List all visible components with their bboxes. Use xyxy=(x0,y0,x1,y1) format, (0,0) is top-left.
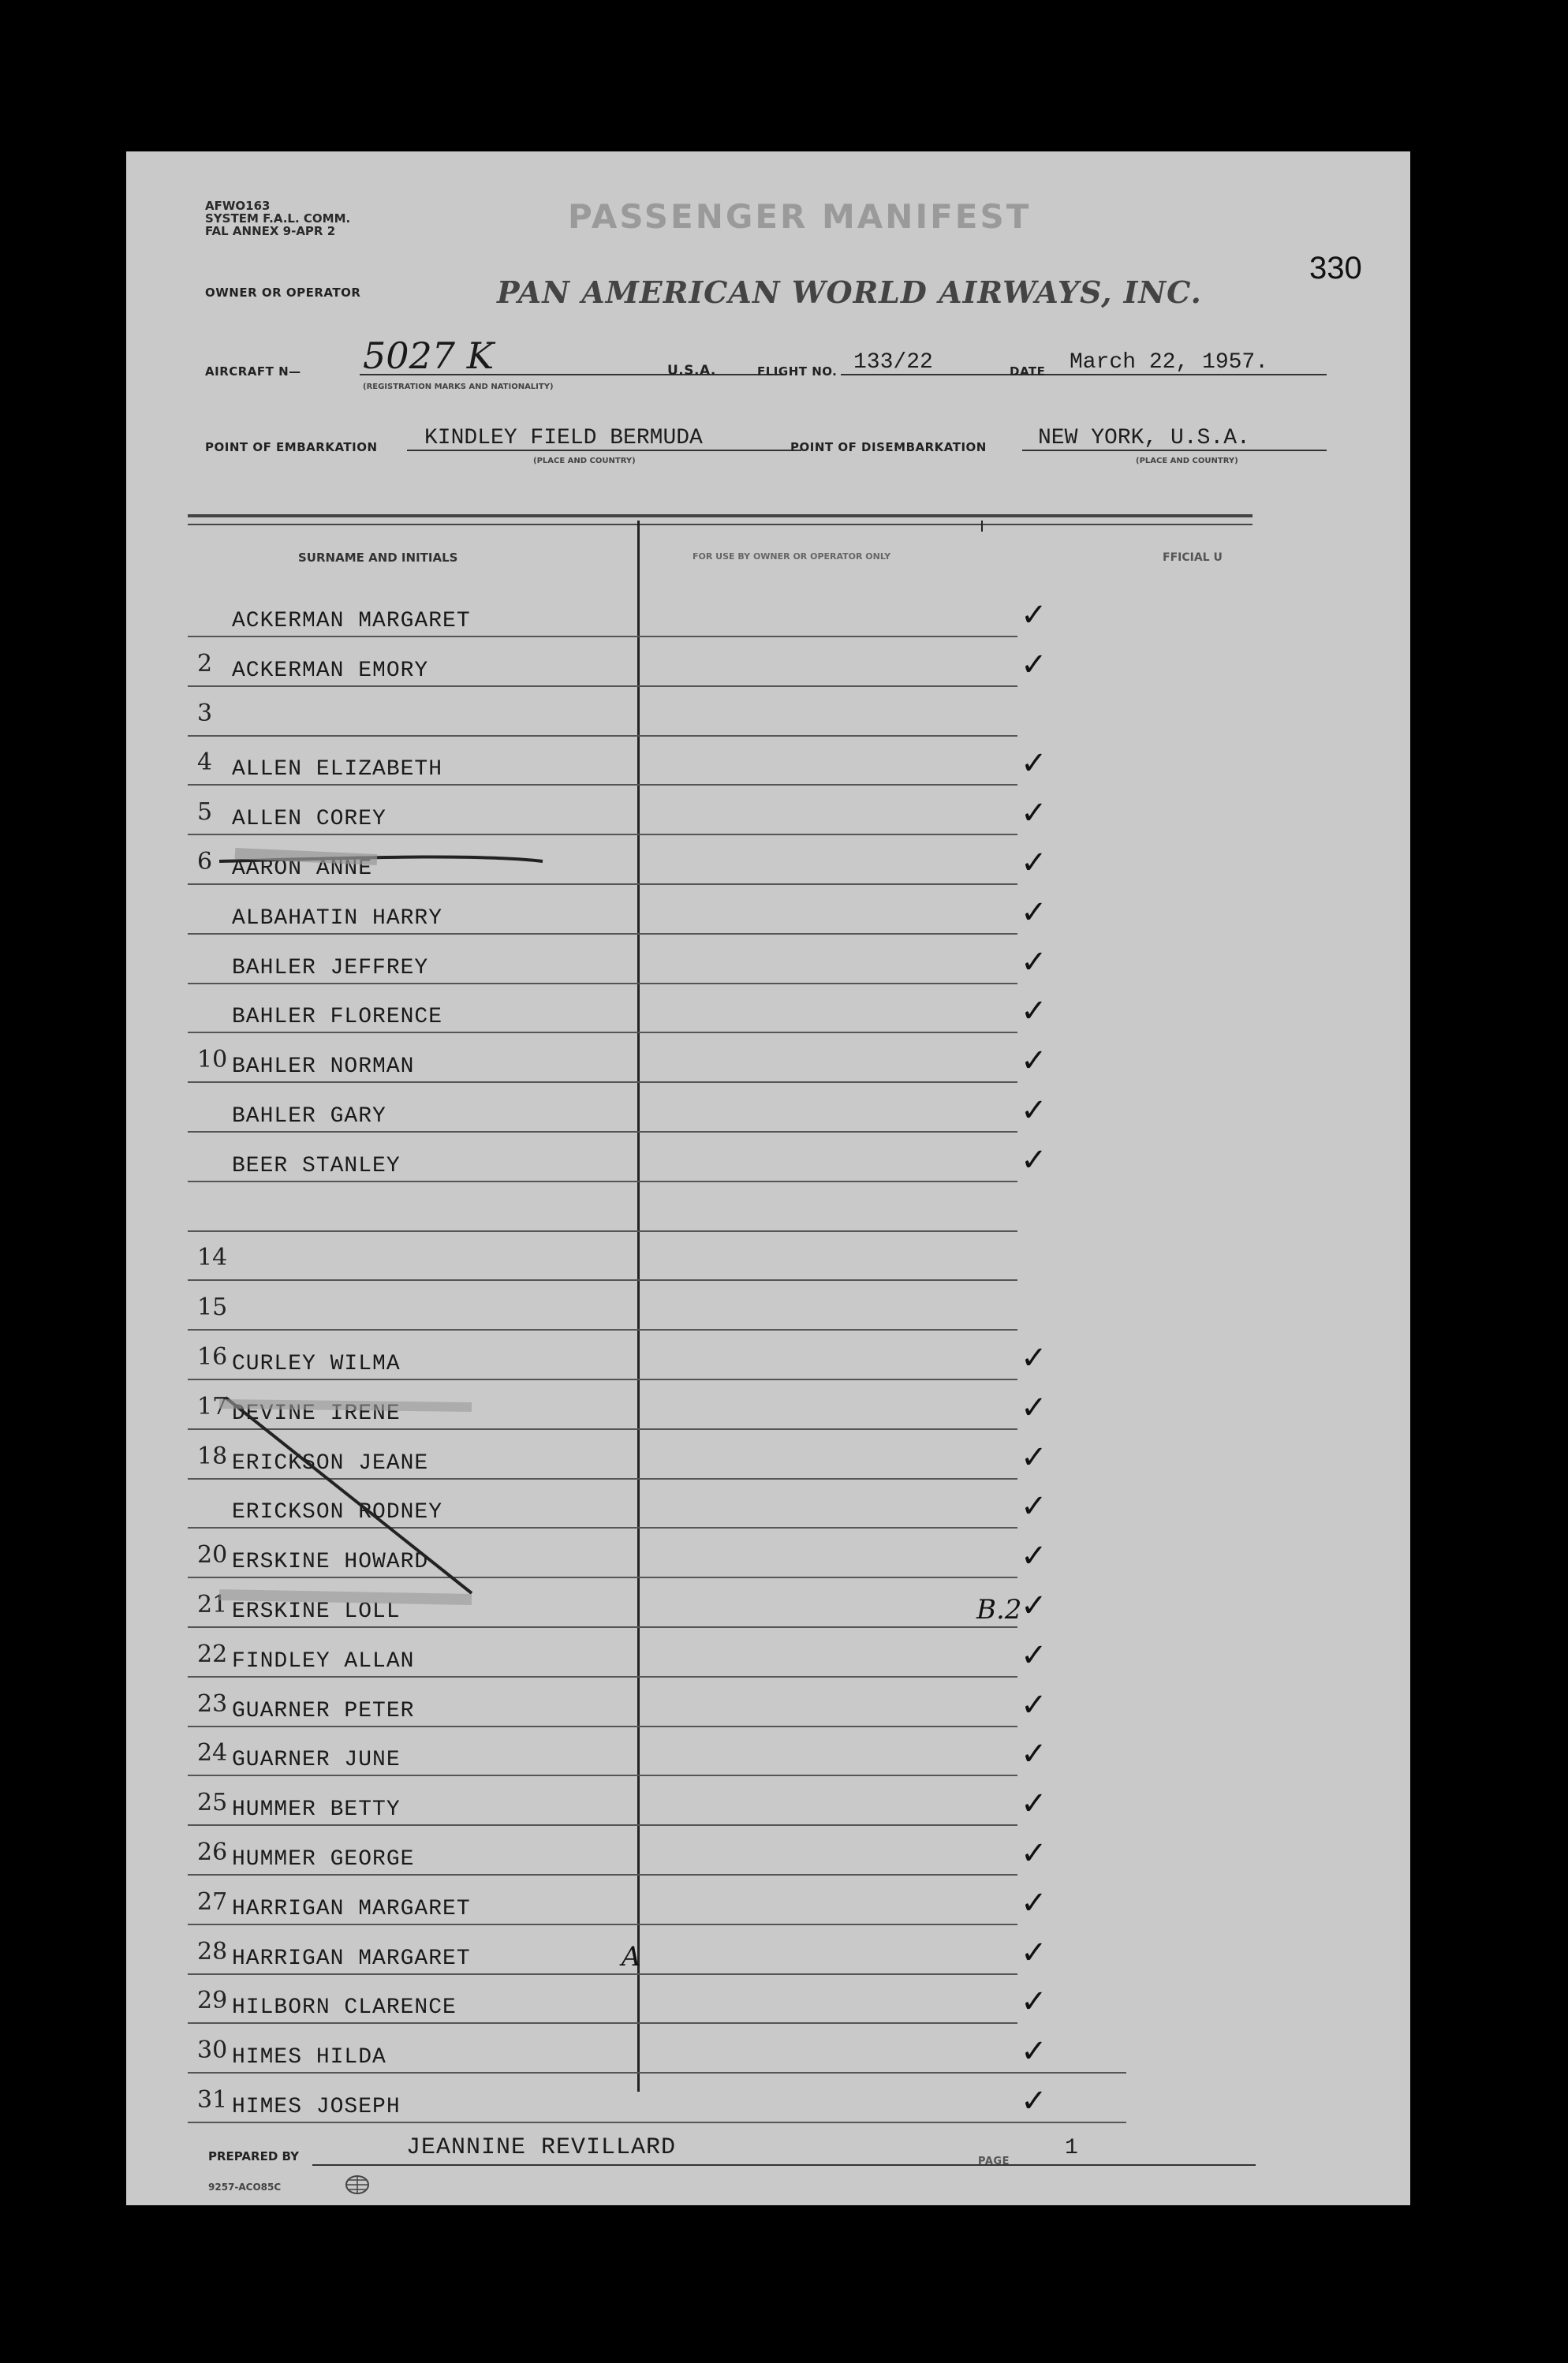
row-number: 14 xyxy=(197,1244,228,1272)
row-number: 6 xyxy=(197,848,213,875)
flight-value: 133/22 xyxy=(853,350,933,375)
check-mark-icon: ✓ xyxy=(1021,943,1047,980)
redaction-smudge xyxy=(219,1595,472,1600)
row-number: 21 xyxy=(197,1591,228,1618)
footer-form-code: 9257-ACO85C xyxy=(208,2182,282,2193)
check-mark-icon: ✓ xyxy=(1021,1488,1047,1525)
row-number: 25 xyxy=(197,1789,228,1817)
prepared-by-line xyxy=(312,2164,1256,2166)
aircraft-label: AIRCRAFT N— xyxy=(205,364,301,379)
owner-label: OWNER OR OPERATOR xyxy=(205,286,361,300)
passenger-name: ALLEN COREY xyxy=(232,807,386,832)
passenger-name: GUARNER JUNE xyxy=(232,1748,401,1773)
row-number: 26 xyxy=(197,1839,228,1866)
passenger-name: ERICKSON JEANE xyxy=(232,1450,429,1476)
globe-logo-icon xyxy=(344,2174,371,2195)
form-code-line: AFWO163 xyxy=(205,199,271,213)
date-label: DATE xyxy=(1010,364,1046,379)
redaction-smudge xyxy=(235,853,377,860)
check-mark-icon: ✓ xyxy=(1021,1043,1047,1080)
row-number: 17 xyxy=(197,1392,228,1420)
passenger-name: BAHLER JEFFREY xyxy=(232,955,429,980)
check-mark-icon: ✓ xyxy=(1021,1736,1047,1773)
check-mark-icon: ✓ xyxy=(1021,1340,1047,1376)
row-number: 18 xyxy=(197,1442,228,1470)
passenger-name: ALLEN ELIZABETH xyxy=(232,757,443,782)
passenger-name: GUARNER PETER xyxy=(232,1698,415,1723)
passenger-name: HARRIGAN MARGARET xyxy=(232,1896,471,1921)
check-mark-icon: ✓ xyxy=(1021,795,1047,832)
passenger-name: FINDLEY ALLAN xyxy=(232,1648,415,1674)
aircraft-note: (REGISTRATION MARKS AND NATIONALITY) xyxy=(363,383,554,391)
check-mark-icon: ✓ xyxy=(1021,1984,1047,2021)
manifest-sheet xyxy=(126,151,1410,2205)
form-code xyxy=(205,200,350,237)
disembark-note: (PLACE AND COUNTRY) xyxy=(1136,457,1238,465)
row-number: 5 xyxy=(197,798,213,827)
passenger-name: HILBORN CLARENCE xyxy=(232,1995,457,2021)
embark-note: (PLACE AND COUNTRY) xyxy=(533,457,636,465)
redaction-slash xyxy=(226,1398,472,1593)
row-number: 22 xyxy=(197,1640,228,1668)
aircraft-value: 5027 K xyxy=(363,334,495,377)
form-code-line: FAL ANNEX 9-APR 2 xyxy=(205,223,336,238)
redaction-smudge xyxy=(219,1404,472,1407)
row-number: 2 xyxy=(197,649,213,678)
row-number: 20 xyxy=(197,1541,228,1570)
passenger-name: BAHLER NORMAN xyxy=(232,1055,415,1080)
passenger-name: DEVINE IRENE xyxy=(232,1401,401,1426)
row-number: 4 xyxy=(197,748,213,777)
passenger-name: ACKERMAN EMORY xyxy=(232,658,429,683)
passenger-name: AARON ANNE xyxy=(232,857,373,881)
row-number: 16 xyxy=(197,1343,228,1371)
passenger-name: ERSKINE HOWARD xyxy=(232,1550,429,1575)
check-mark-icon: ✓ xyxy=(1021,1637,1047,1674)
row-number: 31 xyxy=(197,2086,228,2114)
page-value: 1 xyxy=(1065,2136,1078,2160)
check-mark-icon: ✓ xyxy=(1021,1786,1047,1823)
passenger-name: HARRIGAN MARGARET xyxy=(232,1946,471,1971)
check-mark-icon: ✓ xyxy=(1021,894,1047,931)
row-number: 10 xyxy=(197,1046,228,1074)
row-number: 24 xyxy=(197,1739,228,1768)
check-mark-icon: ✓ xyxy=(1021,1389,1047,1426)
redaction-marks xyxy=(188,514,1260,2092)
check-mark-icon: ✓ xyxy=(1021,993,1047,1030)
row-annotation: B.2 xyxy=(976,1594,1022,1626)
check-mark-icon: ✓ xyxy=(1021,1439,1047,1476)
passenger-name: HIMES JOSEPH xyxy=(232,2095,401,2119)
prepared-by-value: JEANNINE REVILLARD xyxy=(406,2134,677,2161)
row-number: 27 xyxy=(197,1887,228,1916)
passenger-name: ERICKSON RODNEY xyxy=(232,1500,443,1525)
row-number: 29 xyxy=(197,1987,228,2015)
owner-value: PAN AMERICAN WORLD AIRWAYS, INC. xyxy=(497,274,1202,310)
page-label: PAGE xyxy=(978,2156,1010,2167)
passenger-name: BEER STANLEY xyxy=(232,1153,401,1178)
form-code-line: SYSTEM F.A.L. COMM. xyxy=(205,211,351,226)
passenger-name: HIMES HILDA xyxy=(232,2045,386,2070)
disembark-label: POINT OF DISEMBARKATION xyxy=(790,440,987,454)
passenger-name: ERSKINE LOLL xyxy=(232,1600,401,1624)
check-mark-icon: ✓ xyxy=(1021,1538,1047,1575)
check-mark-icon: ✓ xyxy=(1021,845,1047,881)
check-mark-icon: ✓ xyxy=(1021,597,1047,633)
flight-label: FLIGHT NO. xyxy=(757,364,838,379)
archive-page-number: 330 xyxy=(1309,251,1362,286)
usa-label: U.S.A. xyxy=(667,363,716,379)
check-mark-icon: ✓ xyxy=(1021,2083,1047,2119)
passenger-name: ALBAHATIN HARRY xyxy=(232,905,443,931)
check-mark-icon: ✓ xyxy=(1021,646,1047,683)
passenger-name: BAHLER GARY xyxy=(232,1104,386,1129)
check-mark-icon: ✓ xyxy=(1021,1686,1047,1723)
disembark-value: NEW YORK, U.S.A. xyxy=(1038,426,1250,450)
col-owner-use-header: FOR USE BY OWNER OR OPERATOR ONLY xyxy=(693,551,891,562)
passenger-name: BAHLER FLORENCE xyxy=(232,1005,443,1030)
date-value: March 22, 1957. xyxy=(1070,350,1269,375)
prepared-by-label: PREPARED BY xyxy=(208,2149,299,2163)
embark-label: POINT OF EMBARKATION xyxy=(205,440,378,454)
row-number: 3 xyxy=(197,699,213,727)
check-mark-icon: ✓ xyxy=(1021,1141,1047,1178)
embark-value: KINDLEY FIELD BERMUDA xyxy=(424,426,703,450)
check-mark-icon: ✓ xyxy=(1021,1884,1047,1921)
check-mark-icon: ✓ xyxy=(1021,2033,1047,2070)
passenger-name: CURLEY WILMA xyxy=(232,1352,401,1376)
check-mark-icon: ✓ xyxy=(1021,1835,1047,1872)
check-mark-icon: ✓ xyxy=(1021,1092,1047,1129)
row-number: 23 xyxy=(197,1689,228,1718)
row-number: 28 xyxy=(197,1937,228,1965)
manifest-title: PASSENGER MANIFEST xyxy=(568,197,1032,236)
check-mark-icon: ✓ xyxy=(1021,1934,1047,1971)
row-number: 30 xyxy=(197,2036,228,2065)
col-official-header: FFICIAL U xyxy=(1163,551,1223,564)
check-mark-icon: ✓ xyxy=(1021,1588,1047,1624)
row-number: 15 xyxy=(197,1293,228,1322)
passenger-table xyxy=(188,514,1260,2119)
passenger-name: HUMMER GEORGE xyxy=(232,1847,415,1872)
passenger-name: ACKERMAN MARGARET xyxy=(232,609,471,633)
check-mark-icon: ✓ xyxy=(1021,745,1047,782)
row-annotation: A xyxy=(622,1940,641,1973)
passenger-name: HUMMER BETTY xyxy=(232,1797,401,1823)
col-surname-header: SURNAME AND INITIALS xyxy=(298,551,458,565)
table-row-line xyxy=(188,2122,1126,2123)
